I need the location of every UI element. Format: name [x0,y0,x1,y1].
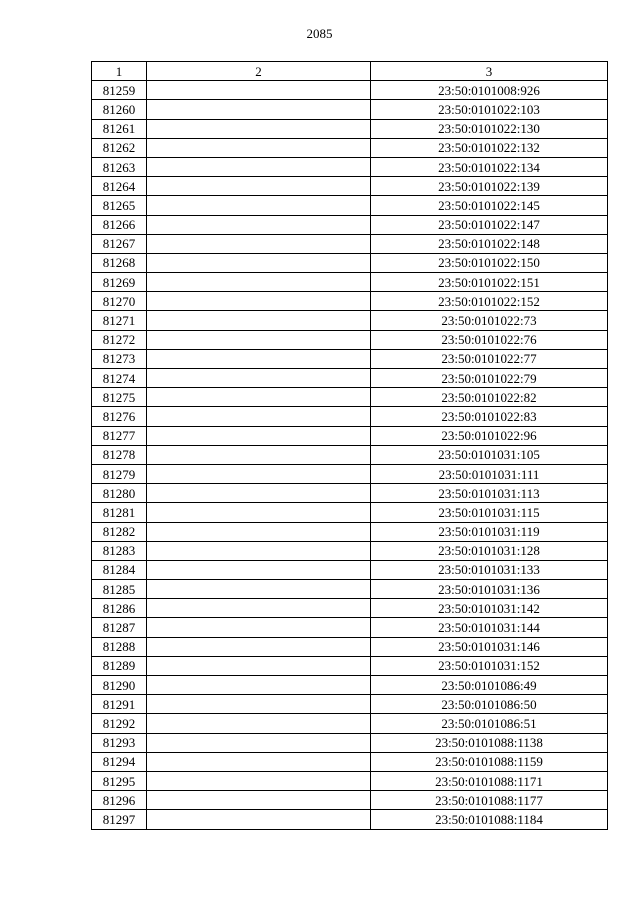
cell-number: 81270 [92,292,147,311]
cell-number: 81274 [92,369,147,388]
cell-number: 81288 [92,637,147,656]
cell-name [147,676,371,695]
cell-name [147,503,371,522]
table-row [92,676,608,695]
table-row [92,560,608,579]
cell-number: 81273 [92,349,147,368]
cell-name [147,369,371,388]
cell-number: 81277 [92,426,147,445]
cell-name [147,445,371,464]
table-row [92,464,608,483]
table-row [92,369,608,388]
table-row [92,695,608,714]
cell-cadastral-number: 23:50:0101008:926 [371,81,608,100]
table-body [92,81,608,829]
cell-cadastral-number: 23:50:0101022:130 [371,119,608,138]
cell-cadastral-number: 23:50:0101022:96 [371,426,608,445]
table-row [92,100,608,119]
column-header-1: 1 [92,62,147,81]
cell-name [147,157,371,176]
cell-cadastral-number: 23:50:0101031:142 [371,599,608,618]
cell-cadastral-number: 23:50:0101031:113 [371,484,608,503]
cell-name [147,407,371,426]
table-row [92,426,608,445]
cell-cadastral-number: 23:50:0101088:1138 [371,733,608,752]
cell-name [147,810,371,829]
cell-number: 81260 [92,100,147,119]
table-row [92,119,608,138]
cell-name [147,292,371,311]
cell-name [147,273,371,292]
table-row [92,771,608,790]
cell-cadastral-number: 23:50:0101022:151 [371,273,608,292]
table-row [92,388,608,407]
cell-name [147,426,371,445]
table-row [92,292,608,311]
cell-number: 81282 [92,522,147,541]
table-row [92,311,608,330]
table-row [92,407,608,426]
table-row [92,484,608,503]
column-header-2: 2 [147,62,371,81]
cell-name [147,771,371,790]
table-row [92,733,608,752]
cell-number: 81264 [92,177,147,196]
cell-name [147,695,371,714]
cell-number: 81280 [92,484,147,503]
table-row [92,253,608,272]
table-header-row [92,62,608,81]
cell-name [147,464,371,483]
cell-cadastral-number: 23:50:0101031:144 [371,618,608,637]
cell-name [147,599,371,618]
table-row [92,157,608,176]
cell-cadastral-number: 23:50:0101088:1159 [371,752,608,771]
cell-name [147,541,371,560]
cell-number: 81262 [92,138,147,157]
cell-number: 81266 [92,215,147,234]
cell-name [147,388,371,407]
cell-number: 81285 [92,580,147,599]
table-row [92,330,608,349]
cell-cadastral-number: 23:50:0101022:145 [371,196,608,215]
cell-cadastral-number: 23:50:0101088:1171 [371,771,608,790]
cell-name [147,522,371,541]
cell-number: 81286 [92,599,147,618]
cell-number: 81296 [92,791,147,810]
cell-cadastral-number: 23:50:0101022:73 [371,311,608,330]
cell-name [147,177,371,196]
cell-cadastral-number: 23:50:0101022:132 [371,138,608,157]
cell-name [147,714,371,733]
table-row [92,714,608,733]
cell-number: 81269 [92,273,147,292]
table-row [92,196,608,215]
cell-cadastral-number: 23:50:0101031:136 [371,580,608,599]
cell-number: 81261 [92,119,147,138]
cell-cadastral-number: 23:50:0101022:134 [371,157,608,176]
table-row [92,81,608,100]
cell-cadastral-number: 23:50:0101086:49 [371,676,608,695]
cell-number: 81276 [92,407,147,426]
cell-number: 81278 [92,445,147,464]
cell-name [147,253,371,272]
cell-cadastral-number: 23:50:0101031:115 [371,503,608,522]
cell-name [147,234,371,253]
table-row [92,656,608,675]
cell-number: 81297 [92,810,147,829]
table-row [92,273,608,292]
cell-name [147,215,371,234]
cell-number: 81268 [92,253,147,272]
cell-cadastral-number: 23:50:0101031:146 [371,637,608,656]
cell-cadastral-number: 23:50:0101022:77 [371,349,608,368]
cell-name [147,196,371,215]
cell-cadastral-number: 23:50:0101022:83 [371,407,608,426]
cell-number: 81271 [92,311,147,330]
cell-name [147,484,371,503]
cell-number: 81292 [92,714,147,733]
cell-number: 81293 [92,733,147,752]
table-row [92,810,608,829]
table-row [92,522,608,541]
cell-number: 81281 [92,503,147,522]
cell-number: 81259 [92,81,147,100]
cell-cadastral-number: 23:50:0101031:133 [371,560,608,579]
cell-number: 81275 [92,388,147,407]
cell-cadastral-number: 23:50:0101022:150 [371,253,608,272]
table-row [92,618,608,637]
cell-name [147,119,371,138]
table-row [92,177,608,196]
cell-name [147,733,371,752]
cell-cadastral-number: 23:50:0101022:148 [371,234,608,253]
cell-number: 81289 [92,656,147,675]
table-row [92,541,608,560]
table-row [92,599,608,618]
cell-name [147,138,371,157]
cell-number: 81272 [92,330,147,349]
cell-name [147,81,371,100]
page-number: 2085 [306,26,333,41]
cell-number: 81265 [92,196,147,215]
cell-name [147,311,371,330]
cell-number: 81295 [92,771,147,790]
cell-cadastral-number: 23:50:0101022:152 [371,292,608,311]
cell-name [147,637,371,656]
table-row [92,503,608,522]
cell-number: 81279 [92,464,147,483]
cell-number: 81284 [92,560,147,579]
column-header-3: 3 [371,62,608,81]
table-row [92,752,608,771]
cell-number: 81291 [92,695,147,714]
cell-cadastral-number: 23:50:0101031:105 [371,445,608,464]
cell-number: 81290 [92,676,147,695]
cell-name [147,752,371,771]
cell-cadastral-number: 23:50:0101088:1177 [371,791,608,810]
cell-number: 81267 [92,234,147,253]
cell-name [147,656,371,675]
table-row [92,791,608,810]
cell-number: 81287 [92,618,147,637]
cell-cadastral-number: 23:50:0101022:76 [371,330,608,349]
cell-name [147,330,371,349]
cell-name [147,349,371,368]
table-row [92,637,608,656]
cell-cadastral-number: 23:50:0101031:128 [371,541,608,560]
cell-name [147,100,371,119]
cell-name [147,791,371,810]
cell-cadastral-number: 23:50:0101031:119 [371,522,608,541]
cell-cadastral-number: 23:50:0101086:51 [371,714,608,733]
cell-cadastral-number: 23:50:0101022:139 [371,177,608,196]
registry-table [91,61,608,830]
cell-cadastral-number: 23:50:0101031:111 [371,464,608,483]
table-row [92,349,608,368]
cell-name [147,618,371,637]
cell-number: 81283 [92,541,147,560]
table-row [92,215,608,234]
cell-cadastral-number: 23:50:0101022:82 [371,388,608,407]
table-row [92,138,608,157]
cell-name [147,580,371,599]
cell-cadastral-number: 23:50:0101086:50 [371,695,608,714]
cell-cadastral-number: 23:50:0101031:152 [371,656,608,675]
cell-number: 81263 [92,157,147,176]
table-row [92,580,608,599]
table-row [92,445,608,464]
cell-cadastral-number: 23:50:0101022:103 [371,100,608,119]
table-row [92,234,608,253]
cell-name [147,560,371,579]
cell-cadastral-number: 23:50:0101022:147 [371,215,608,234]
cell-cadastral-number: 23:50:0101022:79 [371,369,608,388]
cell-number: 81294 [92,752,147,771]
cell-cadastral-number: 23:50:0101088:1184 [371,810,608,829]
